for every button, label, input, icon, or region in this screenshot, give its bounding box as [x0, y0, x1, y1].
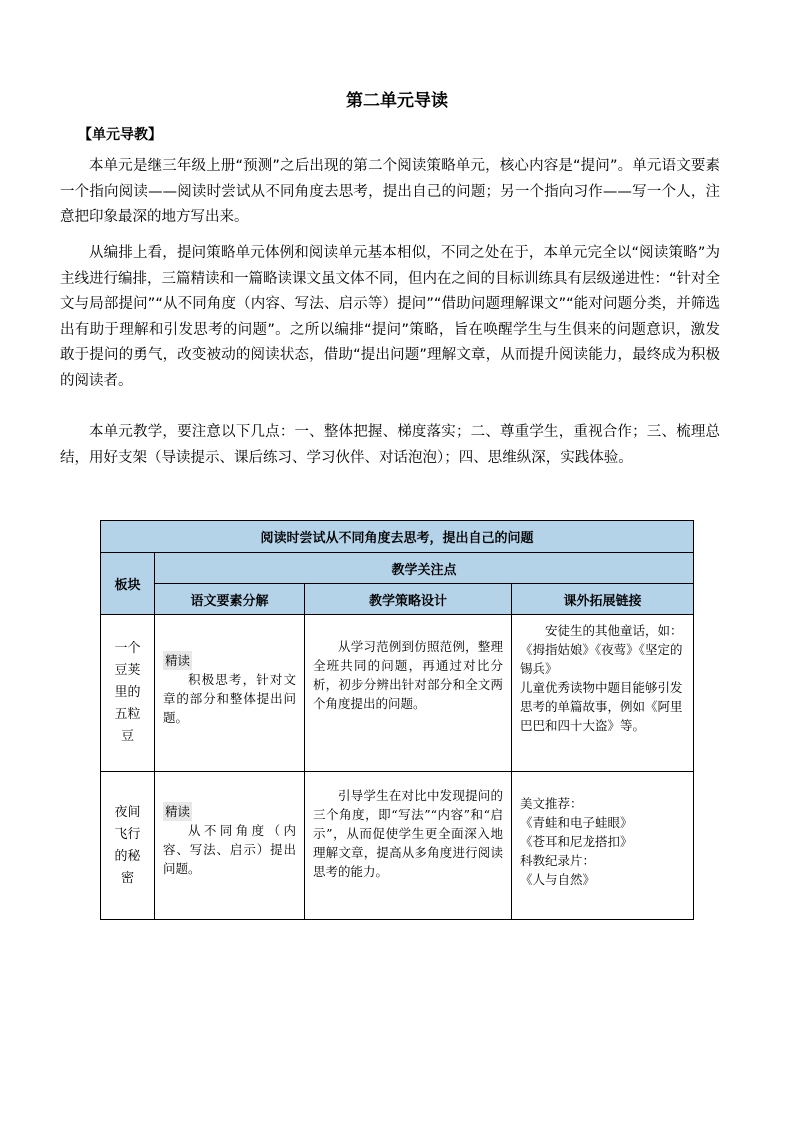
row-element — [155, 615, 305, 772]
row-topic — [101, 615, 155, 772]
reading-type-tag: 精读 — [165, 804, 191, 819]
topic-line: 一个 — [114, 641, 141, 656]
paragraph-teaching-points: 本单元教学，要注意以下几点：一、整体把握、梯度落实；二、尊重学生，重视合作；三、梳理总结，用好支架（导读提示、课后练习、学习伙伴、对话泡泡）；四、思维纵深，实践体验。 — [60, 424, 720, 466]
links-line: 安徒生的其他童话，如： — [545, 623, 683, 638]
row-links — [512, 615, 694, 772]
strategy-text: 引导学生在对比中发现提问的三个角度，即“写法”“内容”和“启示”，从而促使学生更全面深入地理解文章，提高从多角度进行阅读思考的能力。 — [313, 788, 503, 879]
header-links: 课外拓展链接 — [512, 584, 694, 615]
topic-line: 飞行 — [114, 826, 141, 842]
topic-line: 密 — [120, 870, 134, 886]
row-topic — [101, 772, 155, 920]
topic-line: 的秘 — [114, 848, 141, 864]
reading-type-tag: 精读 — [165, 653, 191, 668]
table-row — [101, 772, 694, 920]
strategy-text: 从学习范例到仿照范例，整理全班共同的问题，再通过对比分析，初步分辨出针对部分和全文两个角度提出的问题。 — [313, 639, 503, 711]
paragraph-arrangement: 从编排上看，提问策略单元体例和阅读单元基本相似，不同之处在于，本单元完全以“阅读策略”为主线进行编排，三篇精读和一篇略读课文虽文体不同，但内在之间的目标训练具有层级递进性：“针对全文与局部提问”“从不同角度（内容、写法、启示等）提问”“借助问题理解课文”“能对问题分类，并筛选出有助于理解和引发思考的问题”。之所以编排“提问”策略，旨在唤醒学生与生俱来的问题意识，激发敢于提问的勇气，改变被动的阅读状态，借助“提出问题”理解文章，从而提升阅读能力，最终成为积极的阅读者。 — [60, 245, 721, 389]
header-block: 板块 — [101, 553, 155, 615]
teaching-focus-table — [100, 520, 694, 920]
links-line: 科教纪录片： — [520, 853, 596, 868]
links-line: 《人与自然》 — [520, 872, 596, 887]
links-line: 《青蛙和电子蛙眼》 — [520, 815, 633, 830]
page-title: 第二单元导读 — [346, 91, 448, 111]
topic-line: 里的 — [114, 685, 141, 700]
topic-line: 豆 — [120, 729, 134, 744]
row-strategy — [305, 772, 512, 920]
element-text: 积极思考，针对文章的部分和整体提出问题。 — [163, 672, 296, 725]
row-links — [512, 772, 694, 920]
topic-line: 五粒 — [114, 707, 141, 722]
header-elements: 语文要素分解 — [155, 584, 305, 615]
links-line: 美文推荐： — [520, 796, 583, 811]
topic-line: 夜间 — [114, 804, 141, 820]
row-element — [155, 772, 305, 920]
topic-line: 豆荚 — [114, 663, 141, 678]
table-row — [101, 615, 694, 772]
links-line: 儿童优秀读物中题目能够引发思考的单篇故事，例如《阿里巴巴和四十大盗》等。 — [520, 680, 683, 733]
links-line: 《苍耳和尼龙搭扣》 — [520, 834, 633, 849]
table-caption: 阅读时尝试从不同角度去思考，提出自己的问题 — [101, 521, 694, 553]
element-text: 从不同角度（内容、写法、启示）提出问题。 — [163, 823, 296, 876]
row-strategy — [305, 615, 512, 772]
header-focus: 教学关注点 — [155, 553, 694, 584]
section-heading: 【单元导教】 — [78, 127, 162, 143]
header-strategy: 教学策略设计 — [305, 584, 512, 615]
paragraph-intro: 本单元是继三年级上册“预测”之后出现的第二个阅读策略单元，核心内容是“提问”。单元语文要素一个指向阅读——阅读时尝试从不同角度去思考，提出自己的问题；另一个指向习作——写一个人，注意把印象最深的地方写出来。 — [60, 158, 720, 225]
links-line: 《拇指姑娘》《夜莺》《坚定的锡兵》 — [520, 642, 683, 676]
